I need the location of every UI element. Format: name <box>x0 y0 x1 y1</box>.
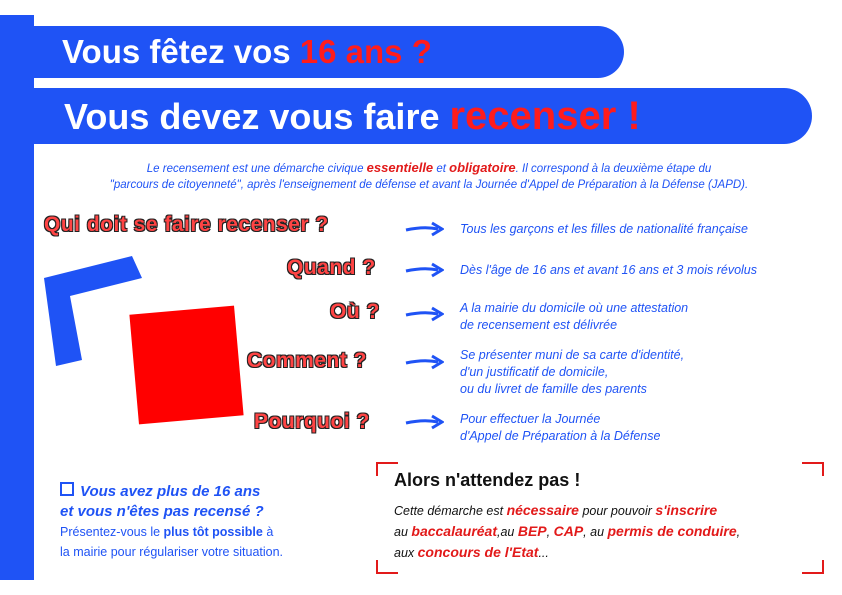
answer-who <box>460 221 748 238</box>
answer-line: Tous les garçons et les filles de nationalité française <box>460 222 748 236</box>
callout-text: , <box>546 525 554 539</box>
callout-red: BEP <box>517 523 547 539</box>
banner2-highlight: recenser ! <box>449 94 641 138</box>
answer-line: d'Appel de Préparation à la Défense <box>460 429 661 443</box>
arrow-icon <box>404 354 444 370</box>
callout-red: nécessaire <box>506 502 579 518</box>
banner1-highlight: 16 ans ? <box>299 33 432 70</box>
intro-emphasis-obligatoire: obligatoire <box>449 160 516 175</box>
arrow-icon <box>404 262 444 278</box>
answer-line: Se présenter muni de sa carte d'identité, <box>460 348 685 362</box>
arrow-icon <box>404 306 444 322</box>
older-text-part2: à <box>262 525 274 539</box>
answer-line: ou du livret de famille des parents <box>460 382 647 396</box>
answer-why <box>460 411 660 445</box>
intro-line2: "parcours de citoyenneté", après l'enseignement de défense et avant la Journée d'Appel de Préparation à la Défense (JAPD). <box>109 179 749 191</box>
older-text-part1: Présentez-vous le <box>60 525 164 539</box>
title-banner-1 <box>34 26 624 78</box>
answer-how <box>460 347 684 398</box>
question-how: Comment ? <box>247 349 367 372</box>
callout-red: CAP <box>553 523 584 539</box>
older-title <box>60 482 350 522</box>
callout-text: ... <box>538 546 549 560</box>
answer-line: Pour effectuer la Journée <box>460 412 601 426</box>
callout-text: pour pouvoir <box>578 504 656 518</box>
older-title-line1: Vous avez plus de 16 ans <box>80 483 261 500</box>
callout-text: , <box>736 525 741 539</box>
intro-part3: . Il correspond à la deuxième étape du <box>515 163 712 175</box>
blue-l-shape <box>44 256 142 366</box>
callout-heading: Alors n'attendez pas ! <box>394 470 581 490</box>
callout-red: permis de conduire <box>607 523 737 539</box>
callout-body <box>394 500 822 563</box>
answer-where <box>460 300 688 334</box>
question-when: Quand ? <box>287 256 376 279</box>
intro-part2: et <box>433 163 450 175</box>
question-who: Qui doit se faire recenser ? <box>44 213 329 236</box>
arrow-icon <box>404 414 444 430</box>
callout-box <box>376 462 824 574</box>
older-title-line2: et vous n'êtes pas recensé ? <box>60 503 264 520</box>
intro-part1: Le recensement est une démarche civique <box>146 163 367 175</box>
answer-line: d'un justificatif de domicile, <box>460 365 609 379</box>
arrow-icon <box>404 221 444 237</box>
answer-when <box>460 262 757 279</box>
callout-text: , au <box>583 525 608 539</box>
answer-line: de recensement est délivrée <box>460 318 618 332</box>
older-text-bold: plus tôt possible <box>163 525 263 539</box>
intro-emphasis-essentielle: essentielle <box>366 160 434 175</box>
banner2-text: Vous devez vous faire <box>64 96 450 137</box>
answer-line: A la mairie du domicile où une attestation <box>460 301 689 315</box>
question-where: Où ? <box>330 300 380 323</box>
callout-text: aux <box>394 546 418 560</box>
checkbox-square-icon <box>60 482 74 496</box>
callout-text: au <box>394 525 412 539</box>
callout-red: baccalauréat <box>411 523 497 539</box>
frame-corner <box>802 462 824 476</box>
callout-text: Cette démarche est <box>394 504 507 518</box>
older-text-line2: la mairie pour régulariser votre situation. <box>60 545 284 559</box>
callout-red: s'inscrire <box>655 502 718 518</box>
intro-paragraph <box>44 160 814 193</box>
older-text <box>60 522 350 562</box>
answer-line: Dès l'âge de 16 ans et avant 16 ans et 3 mois révolus <box>460 263 758 277</box>
title-banner-2 <box>34 88 812 144</box>
banner1-text: Vous fêtez vos <box>62 33 300 70</box>
callout-text: ,au <box>497 525 518 539</box>
left-blue-bar <box>0 15 34 580</box>
older-than-16-note <box>60 482 350 562</box>
question-why: Pourquoi ? <box>254 410 370 433</box>
callout-red: concours de l'Etat <box>417 544 539 560</box>
red-square <box>129 306 243 425</box>
